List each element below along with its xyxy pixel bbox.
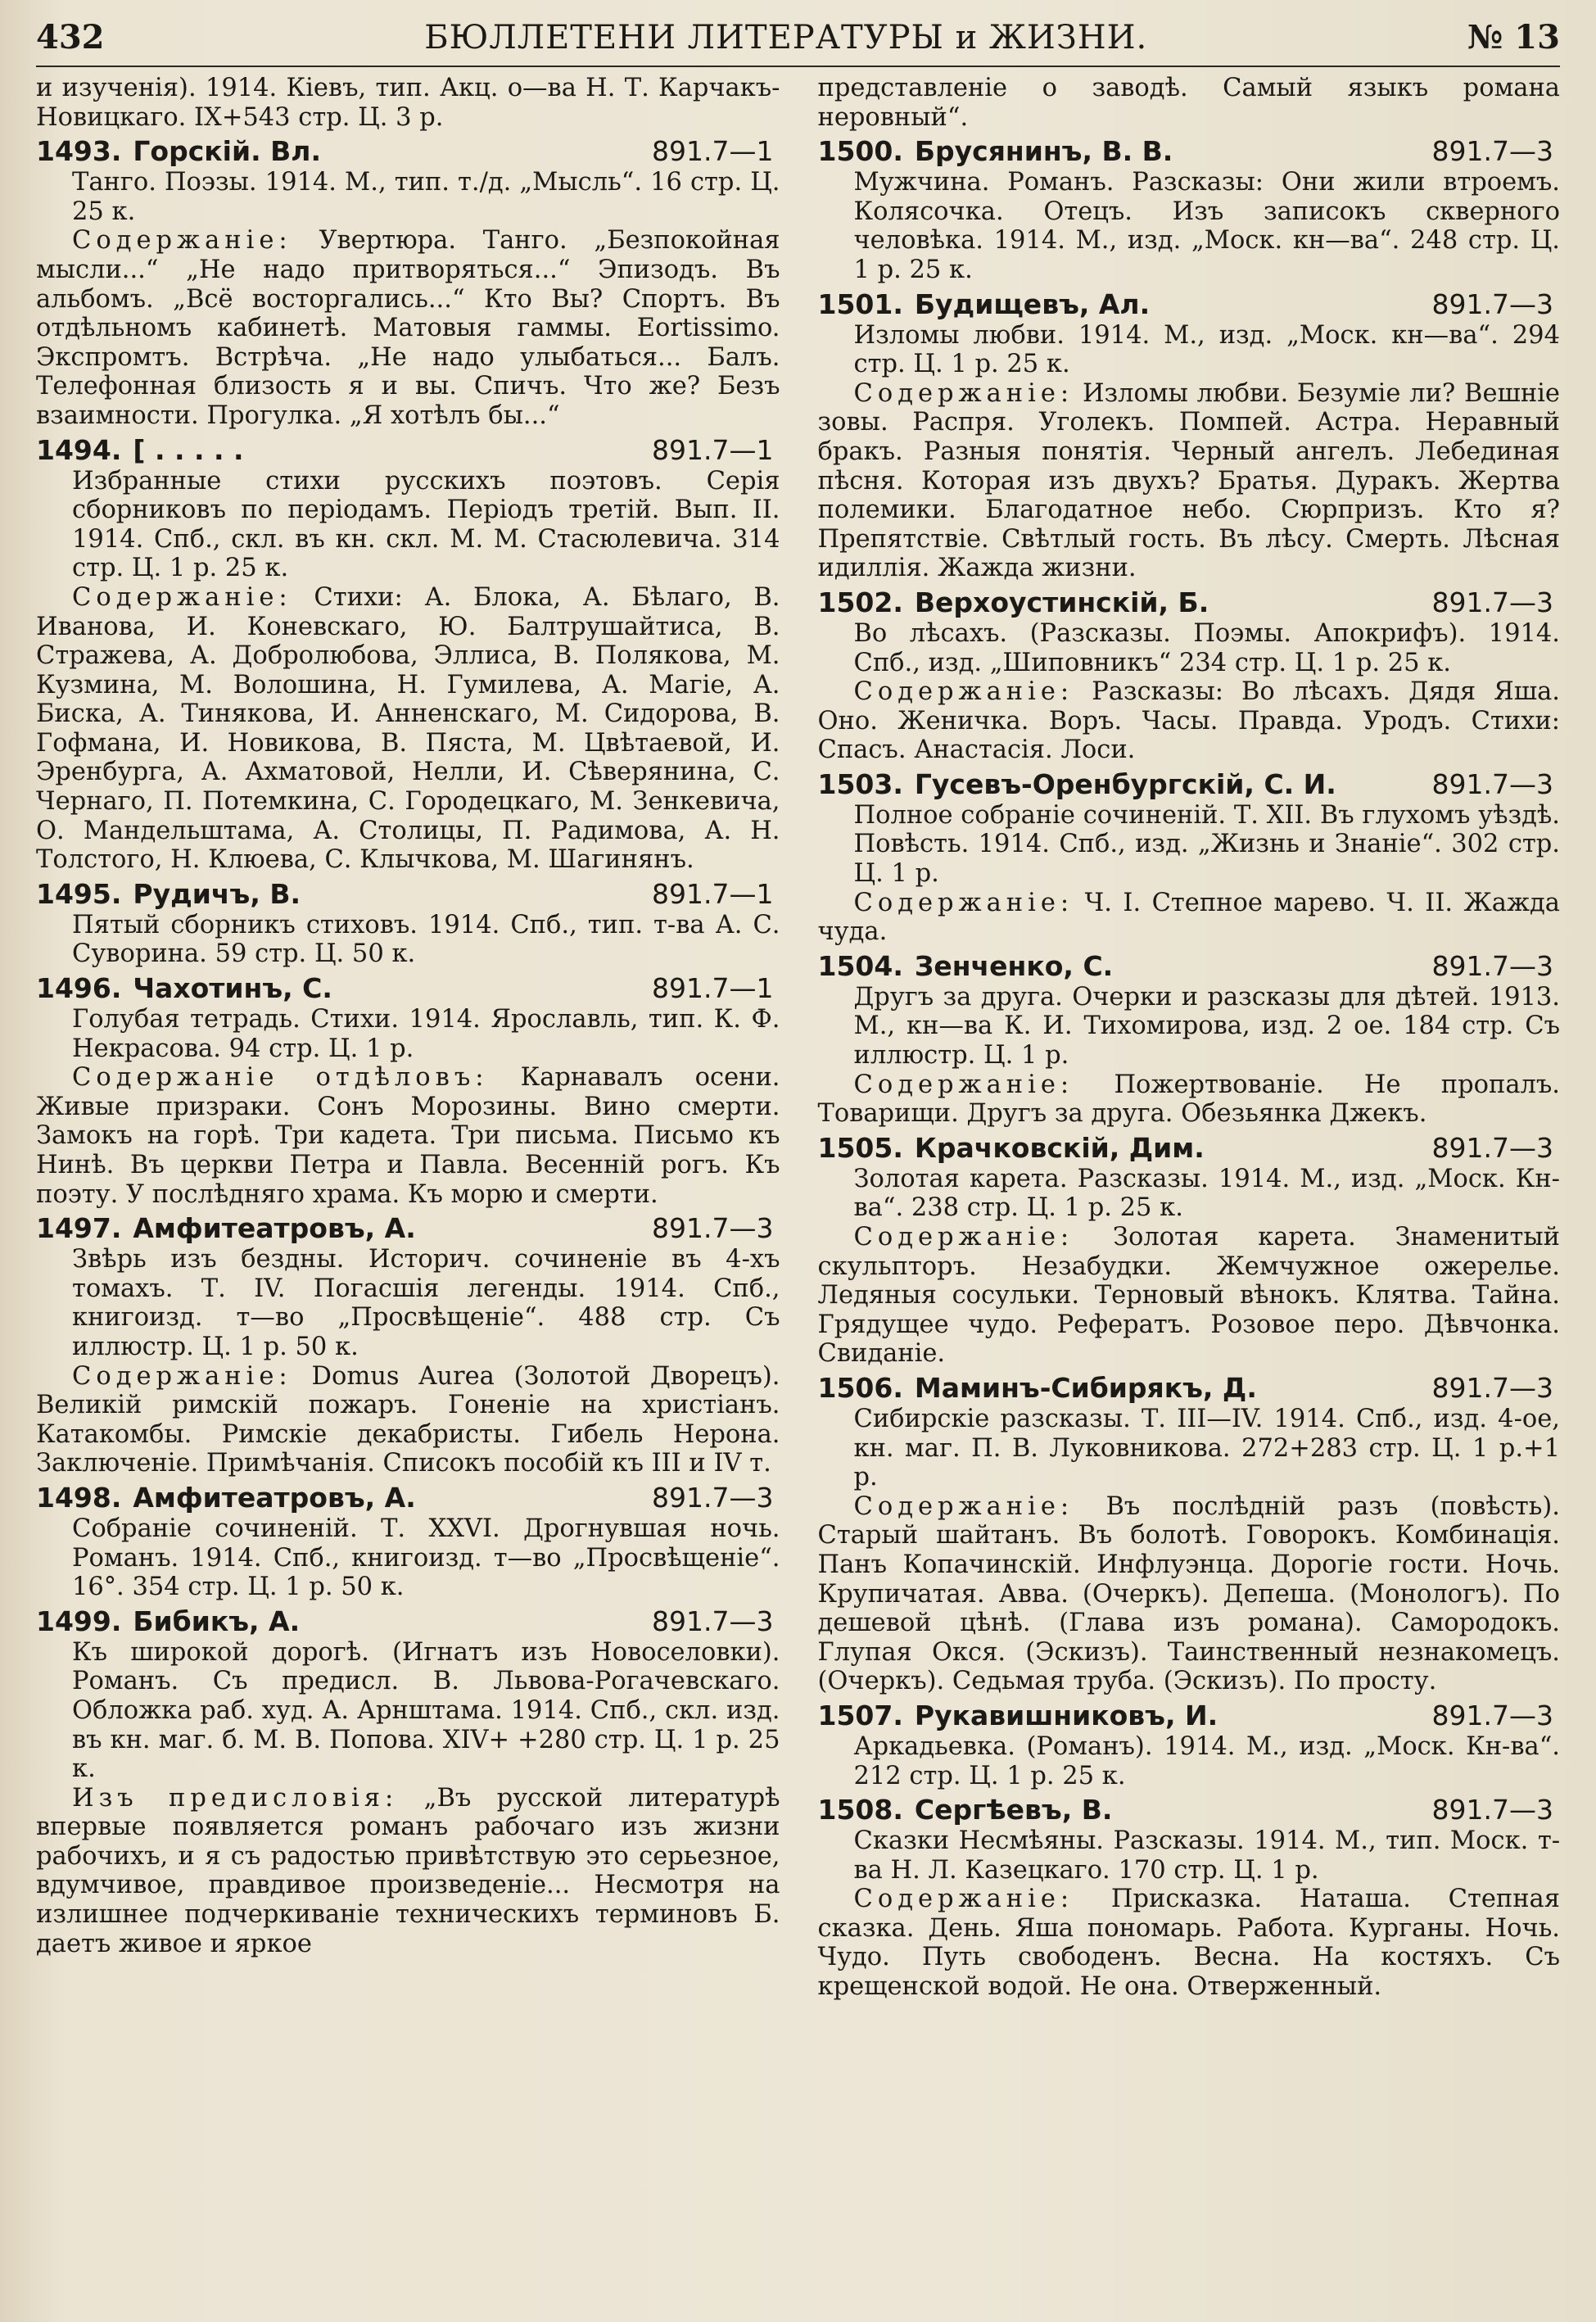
classification-code: 891.7—3 xyxy=(1431,1699,1553,1731)
right-entries xyxy=(818,135,1561,2001)
entry-author: Чахотинъ, С. xyxy=(133,972,332,1005)
entry-title xyxy=(818,1794,1113,1826)
entry-description: Сказки Несмѣяны. Разсказы. 1914. М., тип. Моск. т-ва Н. Л. Казецкаго. 170 стр. Ц. 1 р. xyxy=(853,1826,1560,1885)
catalog-entry xyxy=(36,1482,780,1602)
entry-author: Будищевъ, Ал. xyxy=(914,287,1151,320)
entry-title xyxy=(818,1132,1205,1165)
entry-heading xyxy=(818,135,1561,168)
contents-text: Изломы любви. Безуміе ли? Вешніе зовы. Распря. Уголекъ. Помпей. Астра. Неравный бракъ. Разныя понятія. Черный ангелъ. Лебединая пѣсня. Которая изъ двухъ? Братья. Дуракъ. Жертва полемики. Благодатное небо. Сюрпризъ. Кто я? Препятствіе. Свѣтлый гость. Въ лѣсу. Смерть. Лѣсная идиллія. Жажда жизни. xyxy=(817,378,1560,583)
contents-label: Содержаніе: xyxy=(853,888,1074,917)
entry-description: Аркадьевка. (Романъ). 1914. М., изд. „Моск. Кн-ва“. 212 стр. Ц. 1 р. 25 к. xyxy=(853,1731,1560,1790)
entry-contents xyxy=(36,1063,780,1209)
entry-description: Собраніе сочиненій. Т. XXVI. Дрогнувшая ночь. Романъ. 1914. Спб., книгоизд. т—во „Просвѣщеніе“. 16°. 354 стр. Ц. 1 р. 50 к. xyxy=(72,1514,780,1602)
classification-code: 891.7—3 xyxy=(1431,767,1553,800)
entry-description: Золотая карета. Разсказы. 1914. М., изд. „Моск. Кн-ва“. 238 стр. Ц. 1 р. 25 к. xyxy=(853,1164,1560,1223)
entry-number: 1506. xyxy=(817,1371,903,1404)
entry-author: Зенченко, С. xyxy=(914,949,1114,982)
classification-code: 891.7—3 xyxy=(652,1481,774,1514)
entry-heading xyxy=(818,288,1561,321)
classification-code: 891.7—3 xyxy=(1431,949,1553,982)
entry-contents xyxy=(36,1362,780,1478)
continuation-text: представленіе о заводѣ. Самый языкъ романа неровный“. xyxy=(817,74,1560,132)
entry-heading xyxy=(36,434,780,467)
contents-text: Domus Aurea (Золотой Дворецъ). Великій римскій пожаръ. Гоненіе на христіанъ. Катакомбы. Римскіе декабристы. Гибель Нерона. Заключеніе. Примѣчанія. Списокъ пособій къ III и IV т. xyxy=(36,1361,780,1478)
right-column xyxy=(818,74,1561,2002)
left-entries xyxy=(36,135,780,1958)
entry-contents xyxy=(818,1070,1561,1129)
contents-text: „Въ русской литературѣ впервые появляется романъ рабочаго изъ жизни рабочихъ, и я съ радостью привѣтствую это серьезное, вдумчивое, правдивое произведеніе... Несмотря на излишнее подчеркиваніе техническихъ терминовъ Б. даетъ живое и яркое xyxy=(36,1783,780,1958)
entry-number: 1500. xyxy=(817,135,903,168)
contents-text: Разсказы: Во лѣсахъ. Дядя Яша. Оно. Женичка. Воръ. Часы. Правда. Уродъ. Стихи: Спасъ. Анастасія. Лоси. xyxy=(817,677,1560,765)
entry-title xyxy=(818,950,1114,983)
contents-text: Карнавалъ осени. Живые призраки. Сонъ Морозины. Вино смерти. Замокъ на горѣ. Три кадета. Три письма. Письмо къ Нинѣ. Въ церкви Петра и Павла. Весенній рогъ. Къ поэту. У послѣдняго храма. Къ морю и смерти. xyxy=(36,1063,780,1209)
entry-description: Избранные стихи русскихъ поэтовъ. Серія сборниковъ по періодамъ. Періодъ третій. Вып. II. 1914. Спб., скл. въ кн. скл. М. М. Стасюлевича. 314 стр. Ц. 1 р. 25 к. xyxy=(72,466,780,583)
catalog-entry xyxy=(818,135,1561,284)
entry-title xyxy=(36,434,244,467)
entry-number: 1498. xyxy=(36,1481,122,1514)
entry-title xyxy=(36,878,301,911)
entry-title xyxy=(36,1605,300,1638)
entry-author: Рукавишниковъ, И. xyxy=(914,1699,1218,1731)
classification-code: 891.7—1 xyxy=(652,972,774,1005)
entry-title xyxy=(818,288,1151,321)
entry-heading xyxy=(36,878,780,911)
classification-code: 891.7—1 xyxy=(652,433,774,466)
contents-label: Изъ предисловія: xyxy=(72,1783,399,1813)
entry-author: Амфитеатровъ, А. xyxy=(133,1212,416,1245)
entry-contents xyxy=(36,583,780,875)
entry-description: Пятый сборникъ стиховъ. 1914. Спб., тип. т-ва А. С. Суворина. 59 стр. Ц. 50 к. xyxy=(72,910,780,969)
entry-heading xyxy=(818,1372,1561,1405)
classification-code: 891.7—3 xyxy=(652,1605,774,1637)
entry-contents xyxy=(818,889,1561,947)
catalog-entry xyxy=(36,135,780,430)
entry-heading xyxy=(36,135,780,168)
contents-label: Содержаніе отдѣловъ: xyxy=(72,1063,489,1093)
entry-author: Маминъ-Сибирякъ, Д. xyxy=(914,1371,1257,1404)
entry-number: 1504. xyxy=(817,949,903,982)
entry-author: Верхоустинскій, Б. xyxy=(914,586,1209,618)
contents-label: Содержаніе: xyxy=(853,378,1074,408)
entry-contents xyxy=(818,1223,1561,1369)
entry-author: Крачковскій, Дим. xyxy=(914,1131,1205,1164)
contents-text: Увертюра. Танго. „Безпокойная мысли...“ „Не надо притворяться...“ Эпизодъ. Въ альбомъ. „Всё восторгались...“ Кто Вы? Спортъ. Въ отдѣльномъ кабинетѣ. Матовыя гаммы. Eortissimo. Экспромтъ. Встрѣча. „Не надо улыбаться... Балъ. Телефонная близость я и вы. Спичъ. Что же? Безъ взаимности. Прогулка. „Я хотѣлъ бы...“ xyxy=(36,226,780,430)
entry-title xyxy=(818,586,1209,619)
entry-heading xyxy=(818,768,1561,801)
entry-author: Рудичъ, В. xyxy=(133,877,301,910)
catalog-entry xyxy=(818,1372,1561,1696)
contents-text: Присказка. Наташа. Степная сказка. День. Яша пономарь. Работа. Курганы. Ночь. Чудо. Путь свободенъ. Весна. На костяхъ. Съ крещенской водой. Не она. Отверженный. xyxy=(817,1885,1560,2002)
entry-contents xyxy=(818,677,1561,765)
contents-text: Пожертвованіе. Не пропалъ. Товарищи. Другъ за друга. Обезьянка Джекъ. xyxy=(817,1070,1560,1129)
entry-description: Къ широкой дорогѣ. (Игнатъ изъ Новоселовки). Романъ. Съ предисл. В. Львова-Рогачевскаго. Обложка раб. худ. А. Арнштама. 1914. Спб., скл. изд. въ кн. маг. б. М. В. Попова. XIV+ +280 стр. Ц. 1 р. 25 к. xyxy=(72,1637,780,1784)
entry-author: Гусевъ-Оренбургскій, С. И. xyxy=(914,767,1336,800)
classification-code: 891.7—3 xyxy=(1431,1794,1553,1826)
entry-number: 1502. xyxy=(817,586,903,618)
entry-number: 1496. xyxy=(36,972,122,1005)
running-title: БЮЛЛЕТЕНИ ЛИТЕРАТУРЫ и ЖИЗНИ. xyxy=(424,19,1148,57)
entry-author: Горскій. Вл. xyxy=(133,135,321,168)
columns xyxy=(36,74,1560,2002)
entry-title xyxy=(818,768,1336,801)
entry-description: Звѣрь изъ бездны. Историч. сочиненіе въ 4-хъ томахъ. Т. IV. Погасшія легенды. 1914. Спб., книгоизд. т—во „Просвѣщеніе“. 488 стр. Съ иллюстр. Ц. 1 р. 50 к. xyxy=(72,1245,780,1361)
entry-title xyxy=(36,972,332,1005)
entry-title xyxy=(36,1482,416,1514)
catalog-entry xyxy=(36,878,780,969)
left-column xyxy=(36,74,780,2002)
entry-author: Амфитеатровъ, А. xyxy=(133,1481,416,1514)
entry-heading xyxy=(818,1132,1561,1165)
catalog-entry xyxy=(818,1132,1561,1369)
entry-number: 1507. xyxy=(817,1699,903,1731)
entry-contents xyxy=(818,379,1561,583)
contents-label: Содержаніе: xyxy=(853,1885,1074,1914)
entry-author: Бибикъ, А. xyxy=(133,1605,301,1637)
entry-number: 1494. xyxy=(36,433,122,466)
entry-title xyxy=(36,1212,416,1245)
catalog-entry xyxy=(818,586,1561,765)
entry-heading xyxy=(36,1482,780,1514)
entry-number: 1493. xyxy=(36,135,122,168)
issue-number: № 13 xyxy=(1467,18,1560,57)
entry-number: 1495. xyxy=(36,877,122,910)
catalog-entry xyxy=(36,1212,780,1478)
classification-code: 891.7—1 xyxy=(652,135,774,168)
contents-text: Золотая карета. Знаменитый скульпторъ. Незабудки. Жемчужное ожерелье. Ледяныя сосульки. Терновый вѣнокъ. Клятва. Тайна. Грядущее чудо. Рефератъ. Розовое перо. Дѣвчонка. Свиданіе. xyxy=(817,1223,1560,1369)
contents-label: Содержаніе: xyxy=(72,582,292,612)
contents-label: Содержаніе: xyxy=(853,1070,1074,1099)
entry-number: 1497. xyxy=(36,1212,122,1245)
catalog-entry xyxy=(818,1700,1561,1790)
classification-code: 891.7—3 xyxy=(1431,586,1553,618)
classification-code: 891.7—3 xyxy=(1431,1371,1553,1404)
entry-description: Во лѣсахъ. (Разсказы. Поэмы. Апокрифъ). 1914. Спб., изд. „Шиповникъ“ 234 стр. Ц. 1 р. 25 к. xyxy=(853,618,1560,677)
entry-description: Мужчина. Романъ. Разсказы: Они жили втроемъ. Колясочка. Отецъ. Изъ записокъ скверного человѣка. 1914. М., изд. „Моск. кн—ва“. 248 стр. Ц. 1 р. 25 к. xyxy=(853,168,1560,284)
catalog-entry xyxy=(36,972,780,1209)
entry-description: Голубая тетрадь. Стихи. 1914. Ярославль, тип. К. Ф. Некрасова. 94 стр. Ц. 1 р. xyxy=(72,1005,780,1063)
entry-description: Другъ за друга. Очерки и разсказы для дѣтей. 1913. М., кн—ва К. И. Тихомирова, изд. 2 ое. 184 стр. Съ иллюстр. Ц. 1 р. xyxy=(853,982,1560,1070)
entry-contents xyxy=(818,1492,1561,1696)
classification-code: 891.7—1 xyxy=(652,877,774,910)
entry-number: 1503. xyxy=(817,767,903,800)
entry-heading xyxy=(818,950,1561,983)
catalog-entry xyxy=(36,1605,780,1959)
entry-description: Сибирскіе разсказы. Т. III—IV. 1914. Спб., изд. 4-ое, кн. маг. П. В. Луковникова. 272+283 стр. Ц. 1 р.+1 р. xyxy=(853,1404,1560,1492)
contents-text: Ч. I. Степное марево. Ч. II. Жажда чуда. xyxy=(817,888,1560,947)
entry-contents xyxy=(36,1784,780,1959)
entry-heading xyxy=(818,1700,1561,1732)
entry-title xyxy=(818,135,1173,168)
contents-label: Содержаніе: xyxy=(72,1361,292,1391)
entry-author: Брусянинъ, В. В. xyxy=(914,135,1173,168)
contents-text: Стихи: А. Блока, А. Бѣлаго, В. Иванова, И. Коневскаго, Ю. Балтрушайтиса, В. Стражева, А. Добролюбова, Эллиса, В. Полякова, М. Кузмина, М. Волошина, Н. Гумилева, А. Магіе, А. Биска, А. Тинякова, И. Анненскаго, М. Сидорова, В. Гофмана, И. Новикова, В. Пяста, М. Цвѣтаевой, И. Эренбурга, А. Ахматовой, Нелли, И. Сѣверянина, С. Чернаго, П. Потемкина, С. Городецкаго, М. Зенкевича, О. Мандельштама, А. Столицы, П. Радимова, А. Н. Толстого, Н. Клюева, С. Клычкова, М. Шагинянъ. xyxy=(36,582,780,875)
contents-label: Содержаніе: xyxy=(853,677,1074,707)
entry-author: Сергѣевъ, В. xyxy=(914,1794,1113,1826)
entry-contents xyxy=(36,226,780,430)
contents-label: Содержаніе: xyxy=(72,226,292,256)
contents-text: Въ послѣдній разъ (повѣсть). Старый шайтанъ. Въ болотѣ. Говорокъ. Комбинація. Панъ Копачинскій. Инфлуэнца. Дорогіе гости. Ночь. Крупичатая. Авва. (Очеркъ). Депеша. (Монологъ). По дешевой цѣнѣ. (Глава изъ романа). Самородокъ. Глупая Окся. (Эскизъ). Таинственный незнакомецъ. (Очеркъ). Седьмая труба. (Эскизъ). По просту. xyxy=(817,1491,1560,1696)
entry-number: 1508. xyxy=(817,1794,903,1826)
catalog-entry xyxy=(818,768,1561,947)
entry-heading xyxy=(36,972,780,1005)
entry-number: 1505. xyxy=(817,1131,903,1164)
classification-code: 891.7—3 xyxy=(652,1212,774,1245)
classification-code: 891.7—3 xyxy=(1431,287,1553,320)
entry-heading xyxy=(36,1605,780,1638)
catalog-entry xyxy=(818,288,1561,583)
entry-description: Танго. Поэзы. 1914. М., тип. т./д. „Мысль“. 16 стр. Ц. 25 к. xyxy=(72,168,780,226)
catalog-entry xyxy=(36,434,780,875)
entry-author: [ . . . . . xyxy=(133,433,244,466)
contents-label: Содержаніе: xyxy=(853,1491,1074,1521)
classification-code: 891.7—3 xyxy=(1431,1131,1553,1164)
contents-label: Содержаніе: xyxy=(853,1223,1074,1252)
page-header xyxy=(36,18,1560,67)
entry-description: Изломы любви. 1914. М., изд. „Моск. кн—ва“. 294 стр. Ц. 1 р. 25 к. xyxy=(853,320,1560,379)
entry-title xyxy=(818,1700,1218,1732)
catalog-entry xyxy=(818,950,1561,1129)
entry-heading xyxy=(818,1794,1561,1826)
entry-heading xyxy=(818,586,1561,619)
entry-number: 1501. xyxy=(817,287,903,320)
entry-contents xyxy=(818,1885,1561,2001)
page-number: 432 xyxy=(36,18,105,57)
entry-number: 1499. xyxy=(36,1605,122,1637)
entry-heading xyxy=(36,1212,780,1245)
continuation-text: и изученія). 1914. Кіевъ, тип. Акц. о—ва Н. Т. Карчакъ-Новицкаго. IX+543 стр. Ц. 3 р. xyxy=(36,74,780,132)
catalog-entry xyxy=(818,1794,1561,2002)
entry-title xyxy=(36,135,321,168)
entry-description: Полное собраніе сочиненій. Т. XII. Въ глухомъ уѣздѣ. Повѣсть. 1914. Спб., изд. „Жизнь и Знаніе“. 302 стр. Ц. 1 р. xyxy=(853,800,1560,889)
entry-title xyxy=(818,1372,1257,1405)
classification-code: 891.7—3 xyxy=(1431,135,1553,168)
